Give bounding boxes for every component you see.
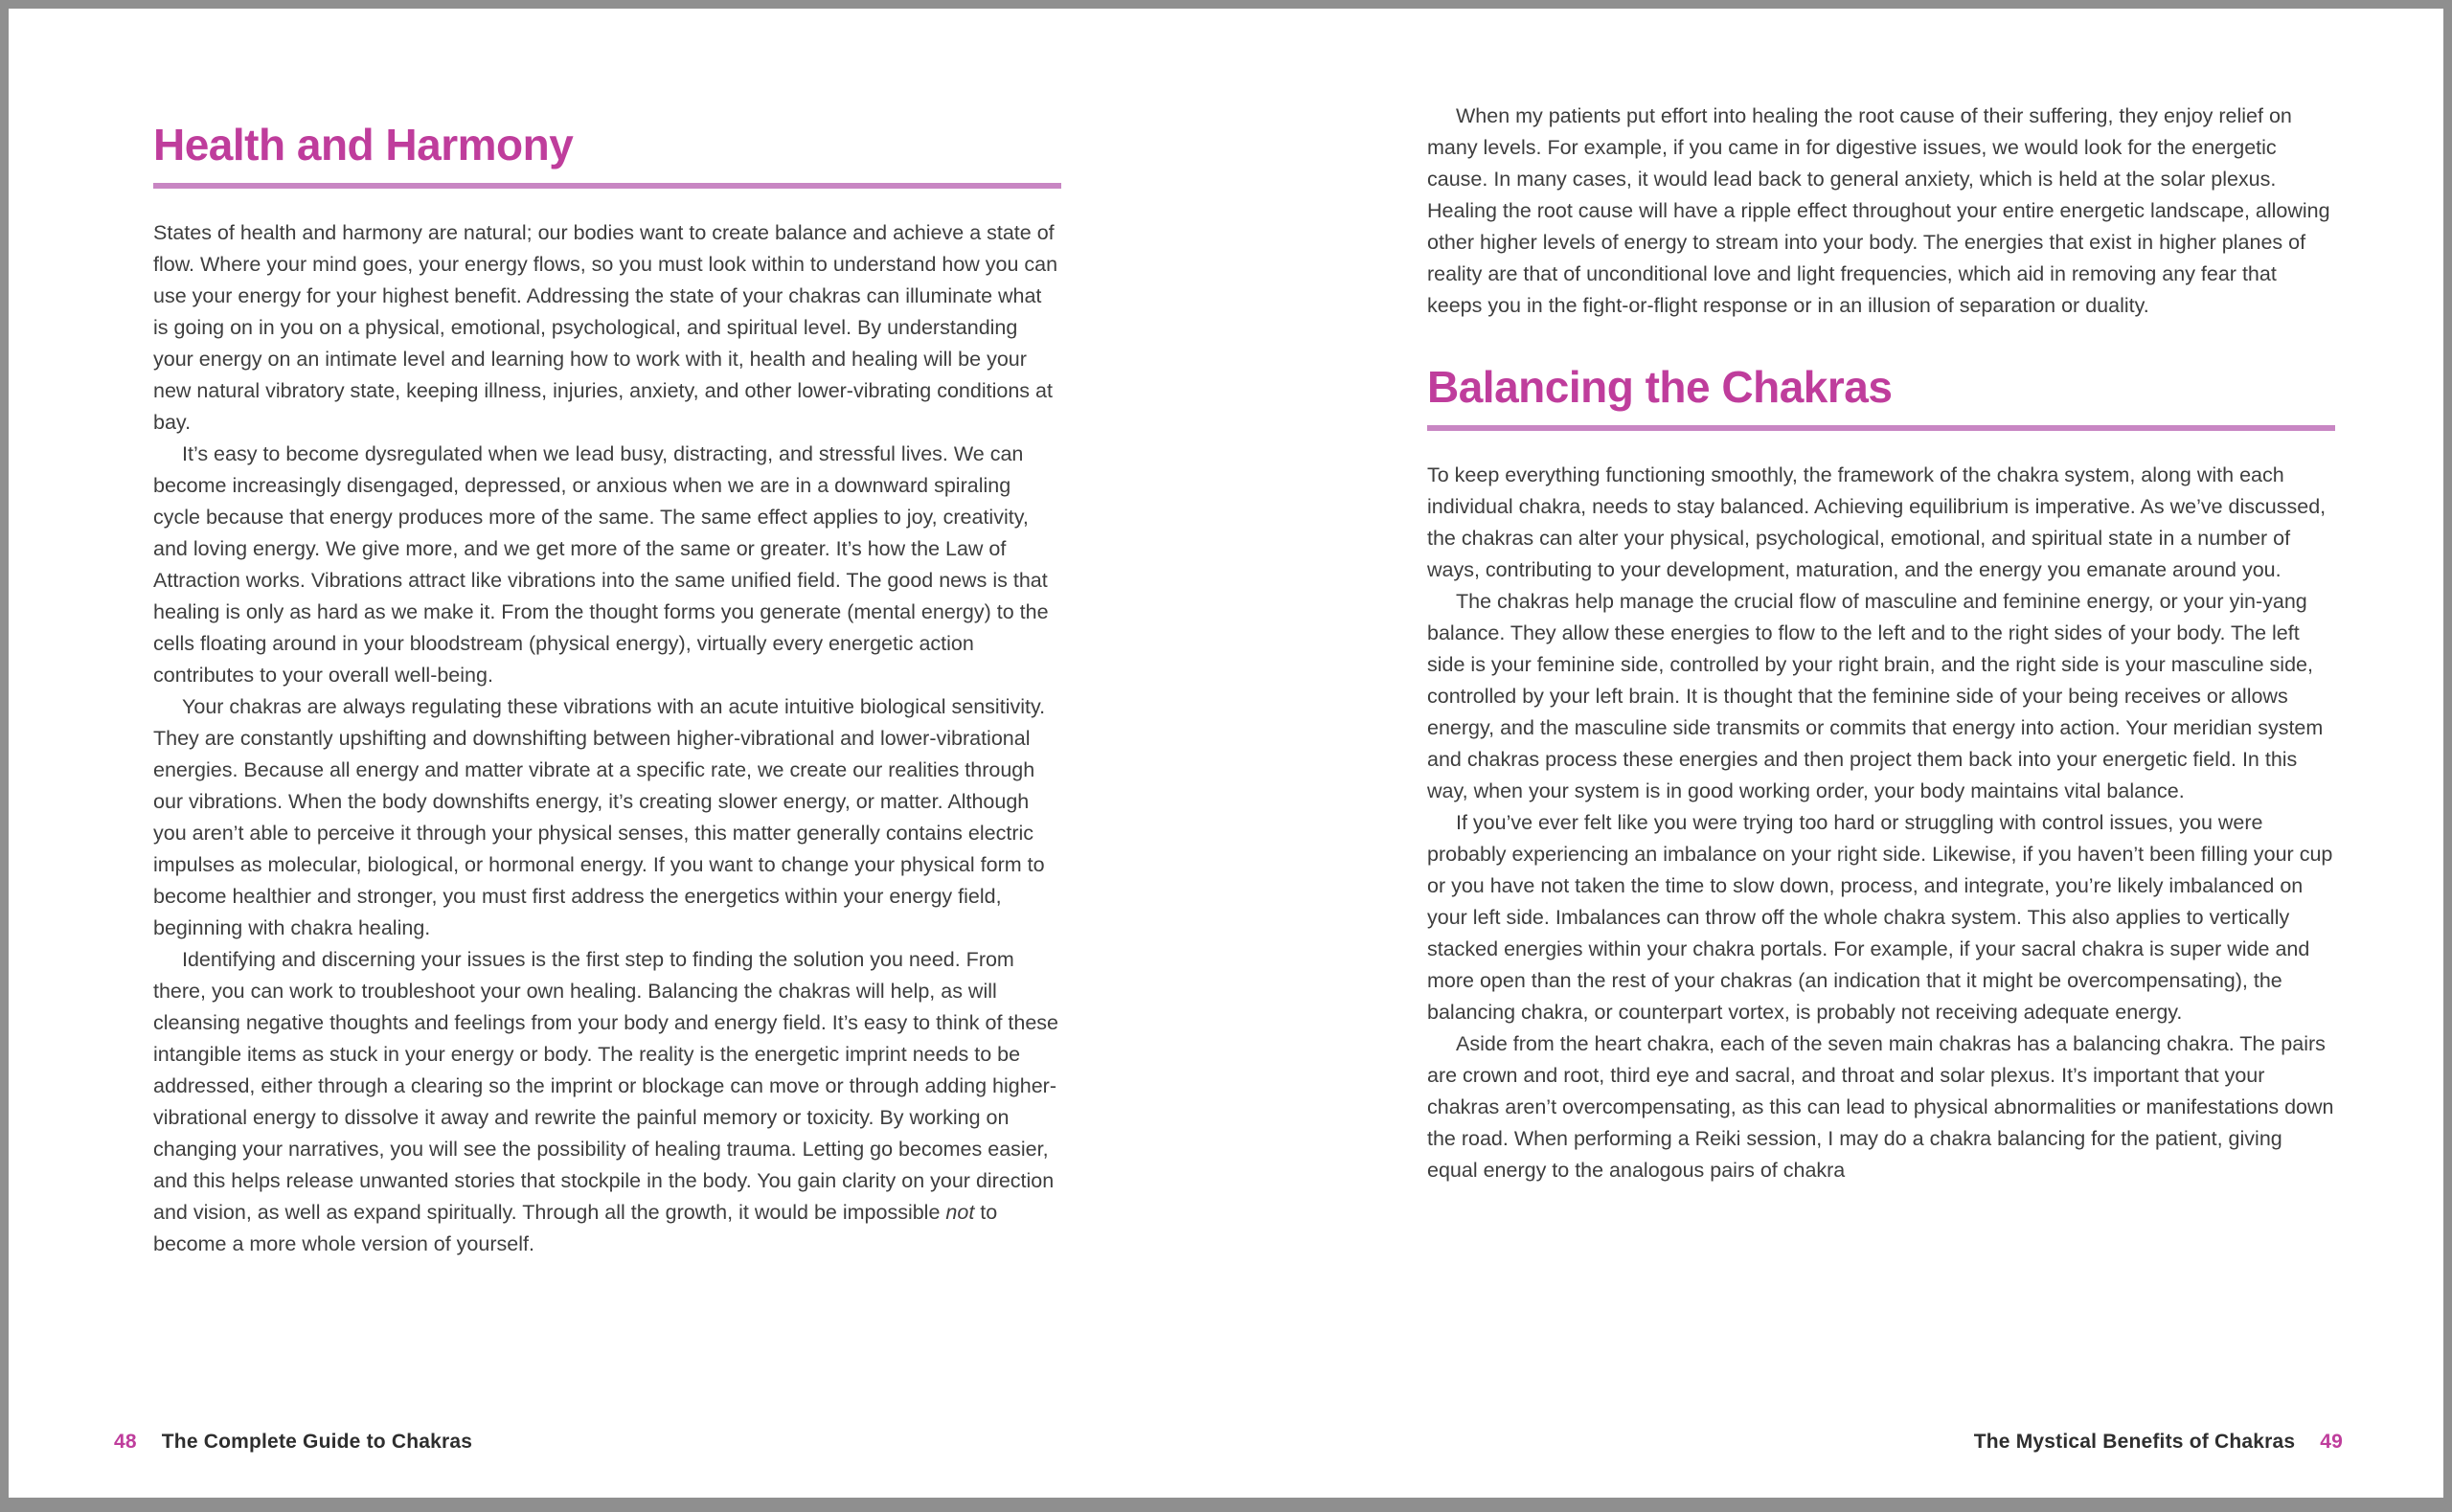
body-paragraph (1427, 101, 2335, 322)
chapter-title: The Mystical Benefits of Chakras (1973, 1431, 2296, 1453)
right-body-text (1427, 460, 2335, 1186)
left-page-number: 48 (114, 1431, 137, 1453)
text-run: Aside from the heart chakra, each of the seven main chakras has a balancing chakra. The pairs are crown and root, third eye and sacral, and throat and solar plexus. It’s important that your chakras aren’t overcompensating, as this can lead to physical abnormalities or manifestations down the road. When performing a Reiki session, I may do a chakra balancing for the patient, giving equal energy to the analogous pairs of chakra (1427, 1032, 2334, 1183)
text-run: It’s easy to become dysregulated when we lead busy, distracting, and stressful lives. We can become increasingly disengaged, depressed, or anxious when we are in a downward spiraling cycle because that energy produces more of the same. The same effect applies to joy, creativity, and loving energy. We give more, and we get more of the same or greater. It’s how the Law of Attraction works. Vibrations attract like vibrations into the same unified field. The good news is that healing is only as hard as we make it. From the thought forms you generate (mental energy) to the cells floating around in your bloodstream (physical energy), virtually every energetic action contributes to your overall well-being. (153, 442, 1049, 688)
body-paragraph (1427, 460, 2335, 586)
right-heading-rule (1427, 425, 2335, 431)
left-page-footer (114, 1431, 472, 1454)
body-paragraph (1427, 586, 2335, 807)
right-page (1427, 9, 2335, 1388)
book-title: The Complete Guide to Chakras (161, 1431, 473, 1453)
body-paragraph (1427, 807, 2335, 1028)
left-body-text (153, 217, 1061, 1260)
body-paragraph (153, 691, 1061, 944)
text-run: When my patients put effort into healing the root cause of their suffering, they enjoy relief on many levels. For example, if you came in for digestive issues, we would look for the energetic cause. In many cases, it would lead back to general anxiety, which is held at the solar plexus. Healing the root cause will have a ripple effect throughout your entire energetic landscape, allowing other higher levels of energy to stream into your body. The energies that exist in higher planes of reality are that of unconditional love and light frequencies, which aid in removing any fear that keeps you in the fight-or-flight response or in an illusion of separation or duality. (1427, 104, 2330, 317)
text-run: To keep everything functioning smoothly, the framework of the chakra system, along with each individual chakra, needs to stay balanced. Achieving equilibrium is imperative. As we’ve discussed, the chakras can alter your physical, psychological, emotional, and spiritual state in a number of ways, contributing to your development, maturation, and the energy you emanate around you. (1427, 463, 2327, 582)
text-run: to become a more whole version of yourself. (153, 1201, 998, 1256)
body-paragraph (1427, 1028, 2335, 1186)
left-page (153, 9, 1061, 1388)
body-paragraph (153, 439, 1061, 691)
right-page-footer (1974, 1431, 2343, 1454)
right-section-heading: Balancing the Chakras (1427, 362, 1893, 412)
body-paragraph (153, 944, 1061, 1260)
text-run: If you’ve ever felt like you were trying too hard or struggling with control issues, you were probably experiencing an imbalance on your right side. Likewise, if you haven’t been filling your cup or you have not taken the time to slow down, process, and integrate, you’re likely imbalanced on your left side. Imbalances can throw off the whole chakra system. This also applies to vertically stacked energies within your chakra portals. For example, if your sacral chakra is super wide and more open than the rest of your chakras (an indication that it might be overcompensating), the balancing chakra, or counterpart vortex, is probably not receiving adequate energy. (1427, 811, 2333, 1025)
italic-text: not (945, 1201, 975, 1225)
left-heading-rule (153, 183, 1061, 189)
left-section-heading: Health and Harmony (153, 120, 574, 169)
body-paragraph (153, 217, 1061, 439)
text-run: The chakras help manage the crucial flow of masculine and feminine energy, or your yin-yang balance. They allow these energies to flow to the left and to the right sides of your body. The left side is your feminine side, controlled by your right brain, and the right side is your masculine side, controlled by your left brain. It is thought that the feminine side of your being receives or allows energy, and the masculine side transmits or commits that energy into action. Your meridian system and chakras process these energies and then project them back into your energetic field. In this way, when your system is in good working order, your body maintains vital balance. (1427, 590, 2324, 803)
text-run: Identifying and discerning your issues is the first step to finding the solution you need. From there, you can work to troubleshoot your own healing. Balancing the chakras will help, as will cleansing negative thoughts and feelings from your body and energy field. It’s easy to think of these intangible items as stuck in your energy or body. The reality is the energetic imprint needs to be addressed, either through a clearing so the imprint or blockage can move or through adding higher-vibrational energy to dissolve it away and rewrite the painful memory or toxicity. By working on changing your narratives, you will see the possibility of healing trauma. Letting go becomes easier, and this helps release unwanted stories that stockpile in the body. You gain clarity on your direction and vision, as well as expand spiritually. Through all the growth, it would be impossible (153, 948, 1059, 1225)
text-run: States of health and harmony are natural; our bodies want to create balance and achieve a state of flow. Where your mind goes, your energy flows, so you must look within to understand how you can use your energy for your highest benefit. Addressing the state of your chakras can illuminate what is going on in you on a physical, emotional, psychological, and spiritual level. By understanding your energy on an intimate level and learning how to work with it, health and healing will be your new natural vibratory state, keeping illness, injuries, anxiety, and other lower-vibrating conditions at bay. (153, 221, 1058, 435)
right-page-number: 49 (2320, 1431, 2343, 1453)
text-run: Your chakras are always regulating these vibrations with an acute intuitive biological sensitivity. They are constantly upshifting and downshifting between higher-vibrational and lower-vibrational energies. Because all energy and matter vibrate at a specific rate, we create our realities through our vibrations. When the body downshifts energy, it’s creating slower energy, or matter. Although you aren’t able to perceive it through your physical senses, this matter generally contains electric impulses as molecular, biological, or hormonal energy. If you want to change your physical form to become healthier and stronger, you must first address the energetics within your energy field, beginning with chakra healing. (153, 695, 1046, 940)
right-intro-text (1427, 101, 2335, 322)
